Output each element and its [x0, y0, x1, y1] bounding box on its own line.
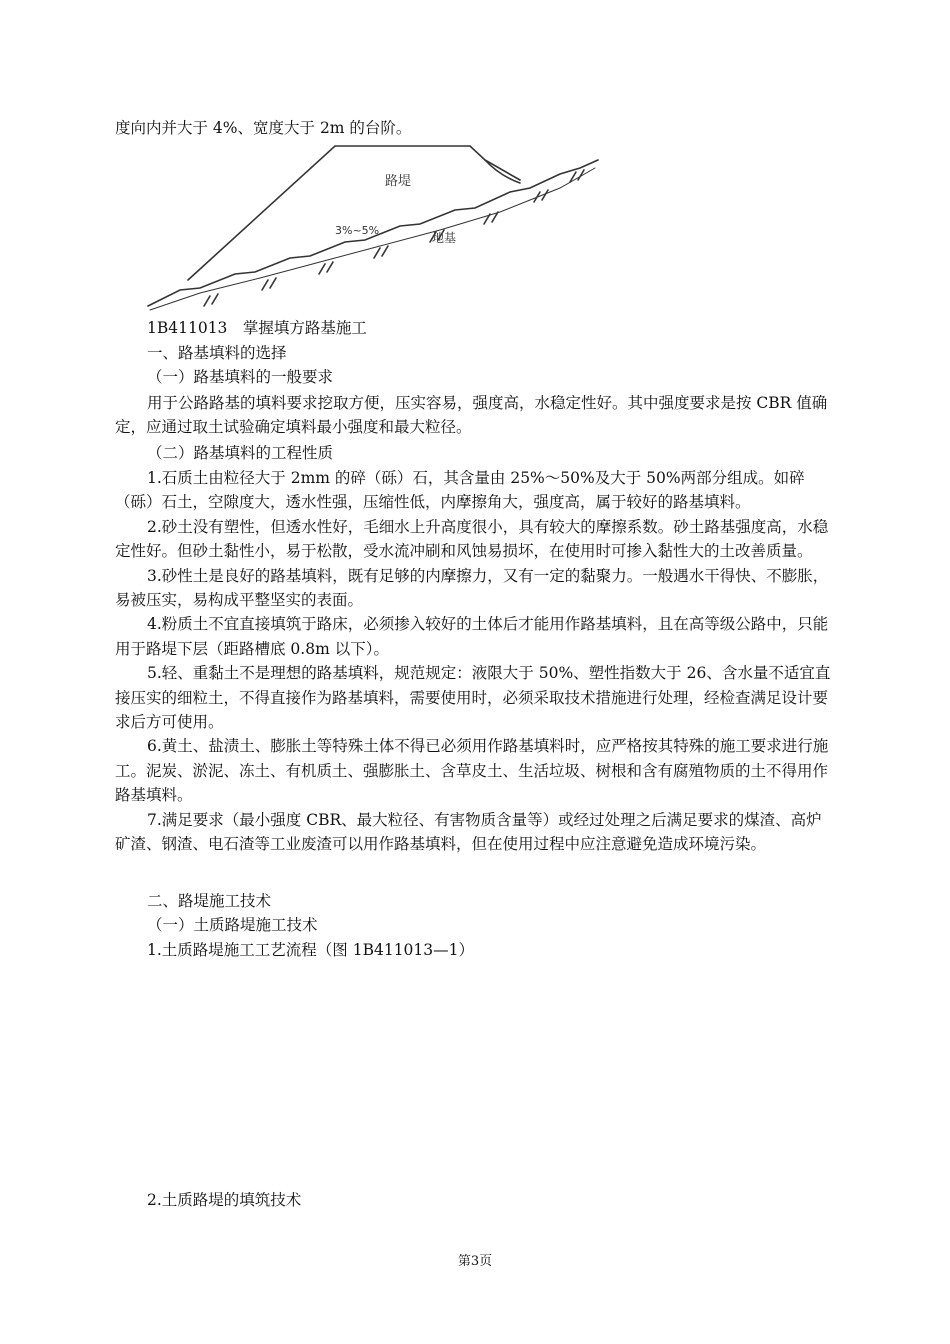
list-item: 4.粉质土不宜直接填筑于路床，必须掺入较好的土体后才能用作路基填料，且在高等级公路中，只能用于路堤下层（距路槽底 0.8m 以下）。: [115, 615, 829, 658]
step-2: 2.土质路堤的填筑技术: [147, 1191, 302, 1209]
top-line: 度向内并大于 4%、宽度大于 2m 的台阶。: [115, 119, 412, 137]
step-1: 1.土质路堤施工工艺流程（图 1B411013—1）: [147, 941, 474, 959]
paragraph-general: [115, 391, 837, 440]
list-item: 3.砂性土是良好的路基填料，既有足够的内摩擦力，又有一定的黏聚力。一般遇水干得快、不膨胀，易被压实，易构成平整坚实的表面。: [115, 566, 829, 610]
heading-1-2: （二）路基填料的工程性质: [147, 444, 334, 462]
list-item: 7.满足要求（最小强度 CBR、最大粒径、有害物质含量等）或经过处理之后满足要求的煤渣、高炉矿渣、钢渣、电石渣等工业废渣可以用作路基填料，但在使用过程中应注意避免造成环境污染。: [115, 810, 822, 854]
slope-label: 3%~5%: [335, 224, 380, 237]
heading-2: 二、路堤施工技术: [147, 892, 272, 910]
heading-2-1: （一）土质路堤施工技术: [147, 916, 318, 934]
items-list: [115, 466, 837, 857]
embankment-label: 路堤: [385, 174, 412, 189]
list-item: 1.石质土由粒径大于 2mm 的碎（砾）石，其含量由 25%～50%及大于 50%两部分组成。如碎（砾）石土，空隙度大，透水性强，压缩性低，内摩擦角大，强度高，属于较好的路基填料。: [115, 469, 805, 512]
base-label: 地基: [432, 231, 457, 245]
embankment-step-diagram: [140, 138, 610, 313]
list-item: 6.黄土、盐渍土、膨胀土等特殊土体不得已必须用作路基填料时，应严格按其特殊的施工要求进行施工。泥炭、淤泥、冻土、有机质土、强膨胀土、含草皮土、生活垃圾、树根和含有腐殖物质的土不得用作路基填料。: [115, 737, 829, 805]
heading-1-1: （一）路基填料的一般要求: [147, 368, 334, 386]
page-number: 第3页: [457, 1254, 493, 1269]
list-item: 2.砂土没有塑性，但透水性好，毛细水上升高度很小，具有较大的摩擦系数。砂土路基强度高，水稳定性好。但砂土黏性小，易于松散，受水流冲刷和风蚀易损坏，在使用时可掺入黏性大的土改善质量。: [115, 517, 829, 561]
heading-1: 一、路基填料的选择: [147, 344, 287, 362]
list-item: 5.轻、重黏土不是理想的路基填料，规范规定：液限大于 50%、塑性指数大于 26、含水量不适宜直接压实的细粒土，不得直接作为路基填料，需要使用时，必须采取技术措施进行处理，经检查满足设计要求后方可使用。: [115, 664, 831, 732]
general-text: 用于公路路基的填料要求挖取方便，压实容易，强度高，水稳定性好。其中强度要求是按 CBR 值确定，应通过取土试验确定填料最小强度和最大粒径。: [115, 394, 828, 437]
section-code: 1B411013 掌握填方路基施工: [147, 319, 367, 337]
